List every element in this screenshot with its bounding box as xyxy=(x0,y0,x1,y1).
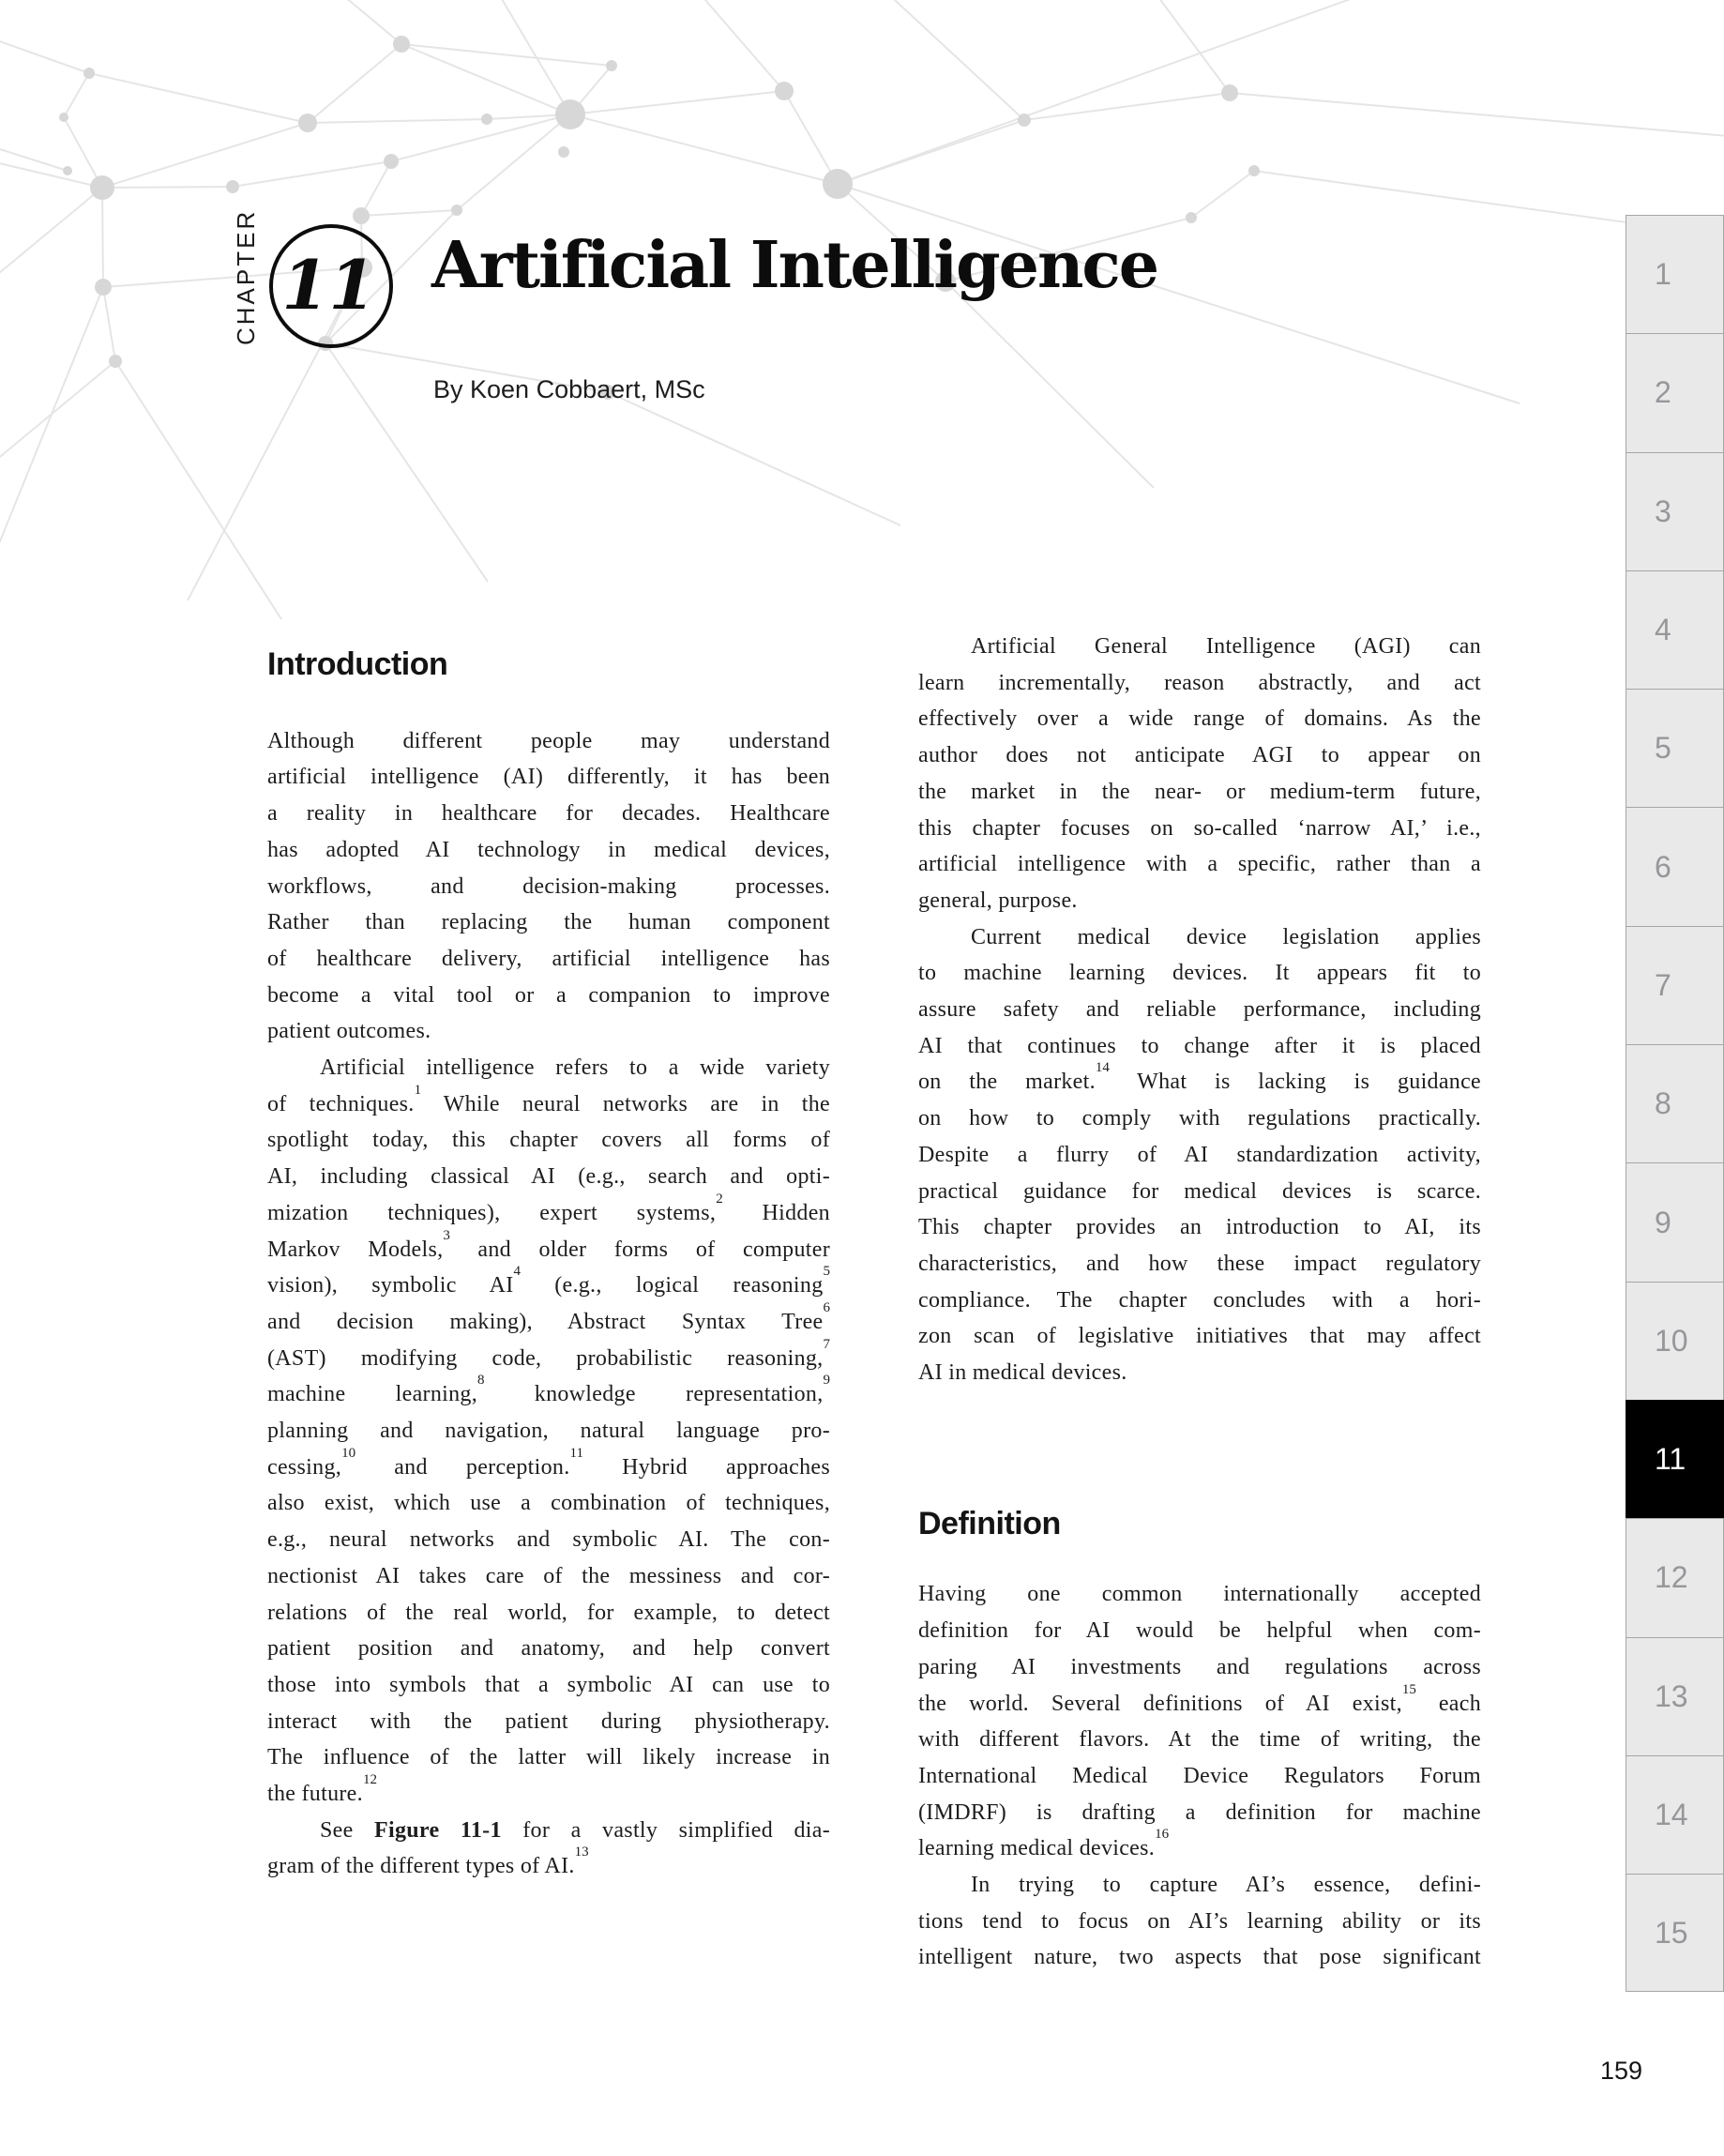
chapter-tab-7[interactable] xyxy=(1626,926,1724,1044)
chapter-tab-label: 7 xyxy=(1655,967,1671,1002)
chapter-vertical-label: CHAPTER xyxy=(232,208,260,345)
text-line: patient position and anatomy, and help convert xyxy=(267,1636,830,1662)
text-line: machine learning,$^8$ knowledge representation,$^9$ xyxy=(267,1373,830,1407)
text-line: gram of the different types of AI.$^{13}$ xyxy=(267,1845,589,1879)
text-line: on how to comply with regulations practically. xyxy=(918,1106,1481,1131)
text-line: Markov Models,$^3$ and older forms of computer xyxy=(267,1227,830,1262)
text-line: and decision making), Abstract Syntax Tree$^6$ xyxy=(267,1299,830,1334)
chapter-tab-11[interactable] xyxy=(1626,1400,1724,1518)
chapter-tab-label: 5 xyxy=(1655,731,1671,766)
chapter-tab-label: 15 xyxy=(1655,1915,1688,1950)
chapter-tab-8[interactable] xyxy=(1626,1044,1724,1162)
text-line: planning and navigation, natural language pro- xyxy=(267,1419,830,1444)
chapter-tab-5[interactable] xyxy=(1626,689,1724,807)
text-line: Current medical device legislation applies xyxy=(971,924,1481,949)
text-line: patient outcomes. xyxy=(267,1019,431,1044)
chapter-tab-label: 1 xyxy=(1655,257,1671,292)
text-line: cessing,$^{10}$ and perception.$^{11}$ Hybrid approaches xyxy=(267,1445,830,1480)
text-line: nectionist AI takes care of the messiness and cor- xyxy=(267,1563,830,1588)
chapter-tab-label: 8 xyxy=(1655,1086,1671,1121)
page-number: 159 xyxy=(1600,2057,1643,2085)
chapter-tab-6[interactable] xyxy=(1626,807,1724,925)
text-line: characteristics, and how these impact regulatory xyxy=(918,1251,1481,1276)
text-line: Despite a flurry of AI standardization activity, xyxy=(918,1142,1481,1167)
chapter-tab-label: 2 xyxy=(1655,375,1671,410)
byline: By Koen Cobbaert, MSc xyxy=(433,375,705,403)
chapter-tab-2[interactable] xyxy=(1626,333,1724,451)
column-left xyxy=(267,648,830,1885)
text-line: on the market.$^{14}$ What is lacking is guidance xyxy=(918,1060,1481,1095)
text-line: International Medical Device Regulators Forum xyxy=(918,1763,1481,1788)
text-line: definition for AI would be helpful when com- xyxy=(918,1618,1481,1644)
text-line: vision), symbolic $AI^4$ (e.g., logical reasoning$^5$ xyxy=(267,1264,830,1298)
section-heading-introduction: Introduction xyxy=(267,646,448,682)
column-right xyxy=(918,629,1481,1976)
sidebar-chapter-tabs xyxy=(1626,215,1724,1992)
chapter-tab-label: 10 xyxy=(1655,1323,1688,1358)
chapter-tab-label: 6 xyxy=(1655,849,1671,884)
column-right-body-top xyxy=(918,629,1481,1391)
column-left-body xyxy=(267,723,830,1886)
text-line: learning medical devices.$^{16}$ xyxy=(918,1827,1170,1861)
chapter-tab-15[interactable] xyxy=(1626,1874,1724,1992)
text-line: This chapter provides an introduction to AI, its xyxy=(918,1215,1481,1240)
text-line: the market in the near- or medium-term future, xyxy=(918,779,1481,804)
text-line: compliance. The chapter concludes with a hori- xyxy=(918,1287,1481,1313)
text-line: practical guidance for medical devices is scarce. xyxy=(918,1178,1481,1204)
text-line: workflows, and decision-making processes. xyxy=(267,873,830,899)
chapter-tab-label: 11 xyxy=(1655,1442,1686,1477)
text-line: this chapter focuses on so-called ‘narrow AI,’ i.e., xyxy=(918,815,1481,841)
section-heading-definition: Definition xyxy=(918,1505,1061,1541)
text-line: mization techniques), expert systems,$^2$ Hidden xyxy=(267,1191,830,1225)
chapter-tab-label: 3 xyxy=(1655,493,1671,528)
text-line: has adopted AI technology in medical devices, xyxy=(267,837,830,862)
column-right-body-bottom xyxy=(918,1576,1481,1976)
chapter-tab-label: 4 xyxy=(1655,613,1671,647)
text-line: author does not anticipate AGI to appear on xyxy=(918,743,1481,768)
chapter-tab-label: 13 xyxy=(1655,1678,1688,1713)
text-line: also exist, which use a combination of techniques, xyxy=(267,1491,830,1516)
text-line: interact with the patient during physiotherapy. xyxy=(267,1708,830,1734)
text-line: (AST) modifying code, probabilistic reasoning,$^7$ xyxy=(267,1336,830,1371)
text-line: e.g., neural networks and symbolic AI. The con- xyxy=(267,1527,830,1553)
chapter-tab-13[interactable] xyxy=(1626,1637,1724,1755)
text-line: learn incrementally, reason abstractly, and act xyxy=(918,670,1481,695)
text-line: Artificial General Intelligence (AGI) can xyxy=(971,634,1481,659)
text-line: the world. Several definitions of AI exist,$^{15}$ each xyxy=(918,1681,1481,1716)
text-line: artificial intelligence with a specific, rather than a xyxy=(918,852,1481,877)
chapter-tab-12[interactable] xyxy=(1626,1518,1724,1636)
text-line: AI in medical devices. xyxy=(918,1360,1127,1386)
text-line: In trying to capture AI’s essence, defini- xyxy=(971,1873,1481,1898)
page-title: Artificial Intelligence xyxy=(431,228,1158,303)
chapter-tab-3[interactable] xyxy=(1626,452,1724,570)
chapter-number: 11 xyxy=(281,244,376,325)
text-line: artificial intelligence (AI) differently, it has been xyxy=(267,765,830,790)
text-line: assure safety and reliable performance, including xyxy=(918,997,1481,1023)
text-line: to machine learning devices. It appears fit to xyxy=(918,961,1481,986)
text-line: of techniques.$^1$ While neural networks are in the xyxy=(267,1082,831,1116)
text-line: (IMDRF) is drafting a definition for machine xyxy=(918,1799,1481,1825)
text-line: Having one common internationally accepted xyxy=(918,1582,1481,1607)
text-line: Rather than replacing the human component xyxy=(267,910,830,935)
text-line: tions tend to focus on AI’s learning ability or its xyxy=(918,1908,1481,1934)
text-line: of healthcare delivery, artificial intelligence has xyxy=(267,946,830,971)
chapter-tab-10[interactable] xyxy=(1626,1282,1724,1400)
text-line: those into symbols that a symbolic AI can use to xyxy=(267,1672,830,1697)
text-line: Although different people may understand xyxy=(267,728,830,753)
text-line: paring AI investments and regulations across xyxy=(918,1654,1481,1679)
chapter-tab-9[interactable] xyxy=(1626,1162,1724,1281)
chapter-tab-label: 12 xyxy=(1655,1560,1688,1595)
chapter-tab-1[interactable] xyxy=(1626,215,1724,333)
text-line: Artificial intelligence refers to a wide variety xyxy=(320,1055,830,1081)
chapter-number-badge xyxy=(269,224,393,348)
text-line: spotlight today, this chapter covers all forms of xyxy=(267,1128,830,1153)
text-line: with different flavors. At the time of writing, the xyxy=(918,1727,1481,1753)
text-line: effectively over a wide range of domains. As the xyxy=(918,706,1481,732)
chapter-tab-14[interactable] xyxy=(1626,1755,1724,1874)
text-line: relations of the real world, for example, to detect xyxy=(267,1600,830,1625)
chapter-tab-4[interactable] xyxy=(1626,570,1724,689)
text-line: intelligent nature, two aspects that pose significant xyxy=(918,1945,1481,1970)
text-line: the future.$^{12}$ xyxy=(267,1772,377,1807)
text-line: See Figure 11-1 for a vastly simplified dia- xyxy=(320,1817,830,1843)
text-line: general, purpose. xyxy=(918,888,1078,913)
text-line: AI, including classical AI (e.g., search and opti- xyxy=(267,1164,830,1190)
text-line: zon scan of legislative initiatives that may affect xyxy=(918,1324,1481,1349)
chapter-tab-label: 9 xyxy=(1655,1205,1671,1239)
chapter-tab-label: 14 xyxy=(1655,1798,1688,1831)
text-line: AI that continues to change after it is placed xyxy=(918,1033,1481,1058)
text-line: a reality in healthcare for decades. Healthcare xyxy=(267,801,830,827)
text-line: The influence of the latter will likely increase in xyxy=(267,1745,830,1770)
text-line: become a vital tool or a companion to improve xyxy=(267,982,830,1008)
